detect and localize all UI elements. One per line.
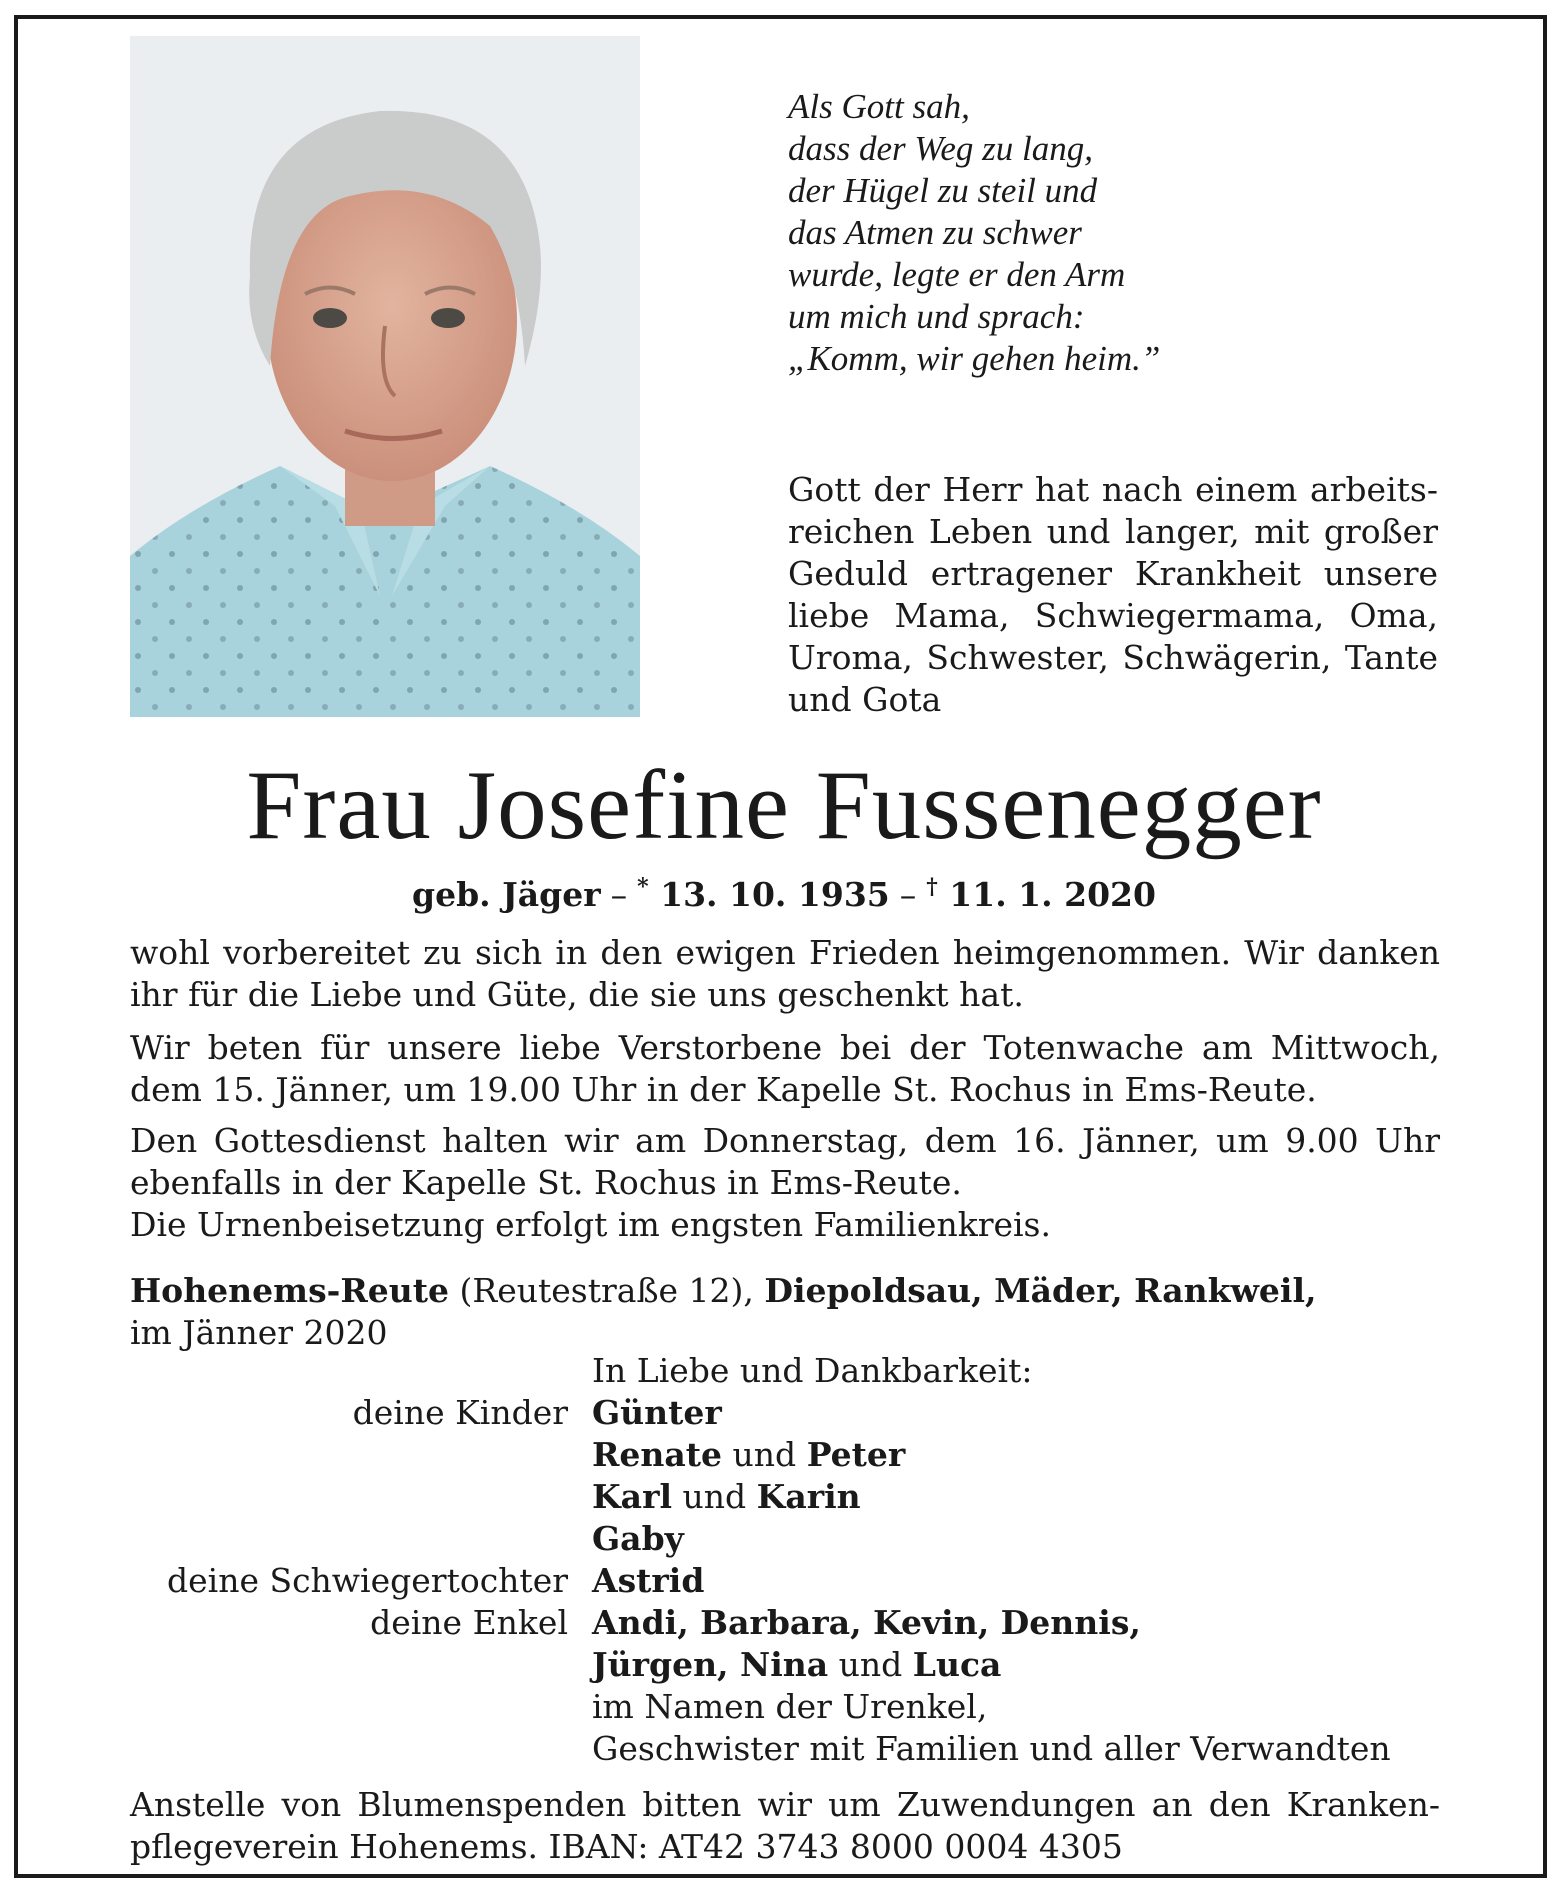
place-date: im Jänner 2020 (130, 1313, 388, 1352)
family-row (130, 1476, 1460, 1518)
family-row (130, 1644, 1460, 1686)
enkel-label: deine Enkel (370, 1603, 568, 1642)
paragraph-service (130, 1120, 1440, 1246)
place-others: Diepoldsau, Mäder, Rankweil, (764, 1271, 1317, 1310)
place-town: Hohenems-Reute (130, 1271, 450, 1310)
conjunction: und (838, 1645, 903, 1684)
place-address: (Reutestraße 12), (459, 1271, 754, 1310)
family-list (130, 1350, 1460, 1770)
family-row (130, 1392, 1460, 1434)
birth-date: 13. 10. 1935 (660, 875, 890, 914)
intro-text: Gott der Herr hat nach einem arbeitsreichen Leben und langer, mit großer Geduld ertragener Krankheit unsere liebe Mama, Schwiegermama, Oma, Uroma, Schwester, Schwägerin, Tante und Gota (788, 470, 1438, 719)
child-name: Karl (592, 1477, 672, 1516)
family-row (130, 1602, 1460, 1644)
family-row (130, 1560, 1460, 1602)
place-line (130, 1270, 1460, 1354)
poem-line: Als Gott sah, (788, 87, 970, 126)
spouse-name: Peter (806, 1435, 906, 1474)
death-mark: † (926, 874, 938, 900)
life-dates (0, 866, 1568, 916)
family-heading: In Liebe und Dankbarkeit: (592, 1351, 1033, 1390)
family-row (130, 1728, 1460, 1770)
paragraph-peace: wohl vorbereitet zu sich in den ewigen Frieden heimgenommen. Wir danken ihr für die Liebe und Güte, die sie uns geschenkt hat. (130, 933, 1440, 1014)
burial-text: Die Urnenbeisetzung erfolgt im engsten Familienkreis. (130, 1205, 1051, 1244)
child-name: Günter (592, 1393, 722, 1432)
death-date: 11. 1. 2020 (949, 875, 1156, 914)
birth-mark: * (637, 874, 649, 900)
conjunction: und (682, 1477, 747, 1516)
family-row (130, 1518, 1460, 1560)
poem-line: wurde, legte er den Arm (788, 255, 1126, 294)
grandchild-name: Luca (912, 1645, 1002, 1684)
urenkel-text: im Namen der Urenkel, (592, 1687, 988, 1726)
child-name: Gaby (592, 1519, 684, 1558)
family-row (130, 1434, 1460, 1476)
family-row (130, 1686, 1460, 1728)
paragraph-wake: Wir beten für unsere liebe Verstorbene bei der Totenwache am Mittwoch, dem 15. Jänner, um 19.00 Uhr in der Kapelle St. Rochus in Ems-Reute. (130, 1028, 1440, 1109)
relatives-text: Geschwister mit Familien und aller Verwandten (592, 1729, 1391, 1768)
service-text: Den Gottesdienst halten wir am Donnerstag, dem 16. Jänner, um 9.00 Uhr ebenfalls in der Kapelle St. Rochus in Ems-Reute. (130, 1121, 1440, 1202)
poem-line: das Atmen zu schwer (788, 213, 1082, 252)
poem-line: der Hügel zu steil und (788, 171, 1098, 210)
poem-line: „Komm, wir gehen heim.” (788, 339, 1161, 378)
spouse-name: Karin (756, 1477, 861, 1516)
child-name: Renate (592, 1435, 723, 1474)
maiden-name: geb. Jäger (412, 875, 601, 914)
grandchildren-names: Andi, Barbara, Kevin, Dennis, (592, 1603, 1141, 1642)
deceased-name: Frau Josefine Fussenegger (246, 751, 1322, 860)
kinder-label: deine Kinder (352, 1393, 568, 1432)
grandchildren-names: Jürgen, Nina (592, 1645, 829, 1684)
separator: – (899, 875, 917, 914)
poem (788, 86, 1160, 380)
portrait-photo (130, 36, 640, 717)
donation-note: Anstelle von Blumenspenden bitten wir um Zuwendungen an den Krankenpflegeverein Hohenems. IBAN: AT42 3743 8000 0004 4305 (130, 1785, 1440, 1866)
poem-line: um mich und sprach: (788, 297, 1085, 336)
family-row (130, 1350, 1460, 1392)
separator: – (610, 875, 628, 914)
daughter-in-law-name: Astrid (592, 1561, 705, 1600)
poem-line: dass der Weg zu lang, (788, 129, 1093, 168)
schwiegertochter-label: deine Schwiegertochter (166, 1561, 568, 1600)
conjunction: und (732, 1435, 797, 1474)
